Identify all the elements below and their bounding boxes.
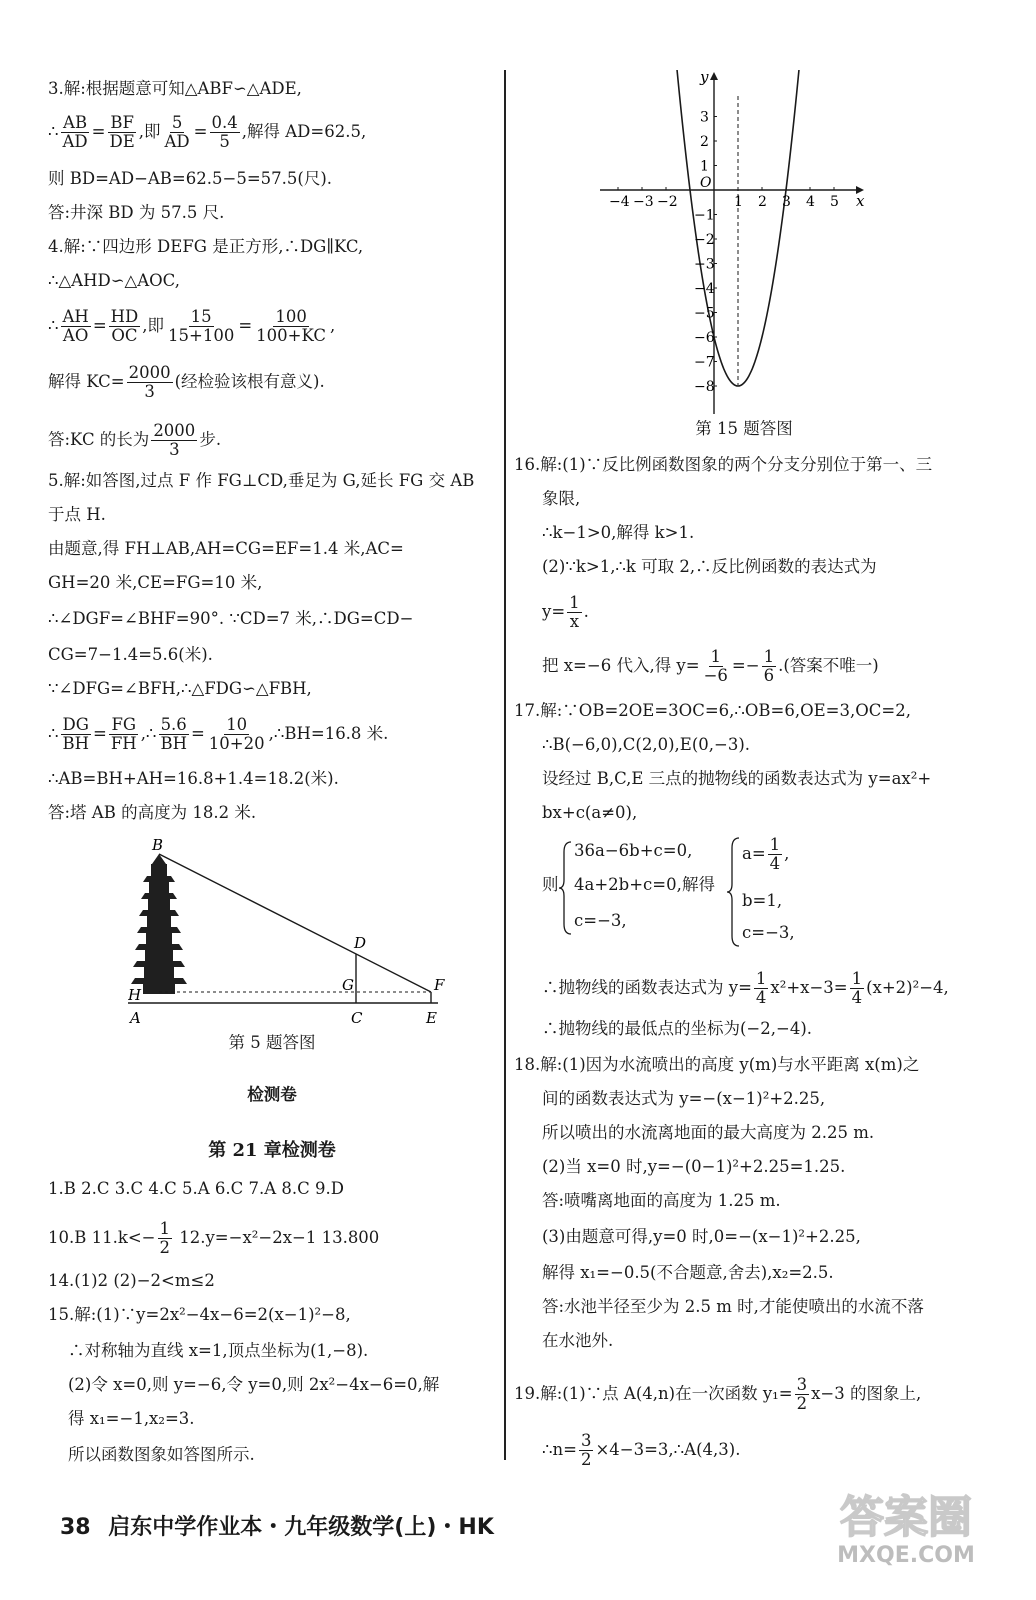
q17-solution-a: a= $\frac{1}{4}$ , — [742, 835, 790, 873]
x-tick-label: −4 — [609, 194, 630, 210]
fraction: $\frac{AH}{AO}$ — [62, 307, 89, 345]
point-label-f: F — [434, 976, 445, 994]
watermark-logo — [816, 1480, 996, 1570]
q3-line-2: ∴ $\frac{AB}{AD}$ = $\frac{BF}{DE}$ ,即 $\frac{5}{AD}$ = $\frac{0.4}{5}$ ,解得 AD=62.5, — [48, 113, 367, 151]
y-tick-label: 3 — [700, 109, 709, 126]
q16-line-1: 16.解:(1)∵反比例函数图象的两个分支分别位于第一、三 — [514, 455, 933, 474]
fraction: $\frac{AB}{AD}$ — [62, 113, 88, 151]
q17-line-3: 设经过 B,C,E 三点的抛物线的函数表达式为 y=ax²+ — [542, 769, 932, 788]
figure-5-caption: 第 5 题答图 — [228, 1033, 316, 1052]
point-label-g: G — [342, 976, 354, 994]
y-tick-label: −3 — [694, 256, 715, 273]
q16-line-5: y= $\frac{1}{x}$ . — [542, 593, 589, 631]
q5-line-9: ∴AB=BH+AH=16.8+1.4=18.2(米). — [48, 769, 339, 788]
q17-line-4: bx+c(a≠0), — [542, 803, 638, 822]
fraction: $\frac{1}{4}$ — [769, 835, 781, 873]
q15-line-2: ∴对称轴为直线 x=1,顶点坐标为(1,−8). — [68, 1341, 369, 1360]
q18-line-7: 解得 x₁=−0.5(不合题意,舍去),x₂=2.5. — [542, 1263, 834, 1282]
x-tick-label: −2 — [657, 194, 678, 210]
q18-line-5: 答:喷嘴离地面的高度为 1.25 m. — [542, 1191, 781, 1210]
q17-solution-c: c=−3, — [742, 923, 795, 942]
q17-system-eq-1: 36a−6b+c=0, — [574, 841, 693, 860]
q18-line-3: 所以喷出的水流离地面的最大高度为 2.25 m. — [542, 1123, 875, 1142]
q4-line-1: 4.解:∵四边形 DEFG 是正方形,∴DG∥KC, — [48, 237, 364, 256]
q5-line-5: ∴∠DGF=∠BHF=90°. ∵CD=7 米,∴DG=CD− — [48, 609, 414, 628]
q15-line-5: 所以函数图象如答图所示. — [68, 1445, 255, 1464]
q18-line-6: (3)由题意可得,y=0 时,0=−(x−1)²+2.25, — [542, 1227, 861, 1246]
y-tick-label: −7 — [694, 354, 715, 371]
figure-5-tower-diagram — [128, 830, 458, 1030]
q3-line-1: 3.解:根据题意可知△ABF∽△ADE, — [48, 79, 302, 98]
left-brace-icon — [726, 836, 742, 948]
q17-system-eq-3: c=−3, — [574, 911, 627, 930]
fraction: $\frac{FG}{FH}$ — [110, 715, 137, 753]
y-axis-label: y — [700, 70, 709, 86]
q5-line-4: GH=20 米,CE=FG=10 米, — [48, 573, 263, 592]
answers-line-1: 1.B 2.C 3.C 4.C 5.A 6.C 7.A 8.C 9.D — [48, 1179, 344, 1198]
fraction: $\frac{3}{2}$ — [580, 1431, 592, 1469]
fraction: $\frac{100}{100+KC}$ — [256, 307, 326, 345]
point-label-c: C — [351, 1009, 363, 1027]
q16-line-2: 象限, — [542, 489, 581, 508]
y-tick-label: 1 — [700, 158, 709, 175]
q19-line-1: 19.解:(1)∵点 A(4,n)在一次函数 y₁= $\frac{3}{2}$ x−3 的图象上, — [514, 1375, 922, 1413]
q17-line-5: ∴抛物线的函数表达式为 y= $\frac{1}{4}$ x²+x−3= $\frac{1}{4}$ (x+2)²−4, — [542, 969, 949, 1007]
q4-line-2: ∴△AHD∽△AOC, — [48, 271, 180, 290]
pagoda-icon — [131, 854, 187, 994]
y-tick-label: −2 — [694, 232, 715, 248]
x-tick-label: 4 — [806, 194, 815, 210]
q17-line-2: ∴B(−6,0),C(2,0),E(0,−3). — [542, 735, 751, 754]
fraction: $\frac{2000}{3}$ — [128, 363, 171, 401]
fraction: $\frac{0.4}{5}$ — [211, 113, 238, 151]
fraction: $\frac{HD}{OC}$ — [110, 307, 139, 345]
q16-line-6: 把 x=−6 代入,得 y= $\frac{1}{-6}$ =− $\frac{1}{6}$ .(答案不唯一) — [542, 647, 879, 685]
fraction: $\frac{BF}{DE}$ — [109, 113, 135, 151]
q15-line-1: 15.解:(1)∵y=2x²−4x−6=2(x−1)²−8, — [48, 1305, 351, 1324]
fraction: $\frac{5.6}{BH}$ — [160, 715, 187, 753]
fraction: $\frac{1}{4}$ — [755, 969, 767, 1007]
point-label-b: B — [152, 836, 164, 854]
q5-line-7: ∵∠DFG=∠BFH,∴△FDG∽△FBH, — [48, 679, 312, 698]
y-tick-label: 2 — [700, 134, 709, 150]
x-tick-label: 3 — [782, 194, 791, 210]
q5-line-8: ∴ $\frac{DG}{BH}$ = $\frac{FG}{FH}$ ,∴ $\frac{5.6}{BH}$ = $\frac{10}{10+20}$ ,∴BH=16.8 米. — [48, 715, 389, 753]
q4-line-3: ∴ $\frac{AH}{AO}$ = $\frac{HD}{OC}$ ,即 $\frac{15}{15+100}$ = $\frac{100}{100+KC}$ , — [48, 307, 336, 345]
q4-line-5: 答:KC 的长为 $\frac{2000}{3}$ 步. — [48, 421, 222, 459]
fraction: $\frac{3}{2}$ — [796, 1375, 808, 1413]
fraction: $\frac{1}{4}$ — [851, 969, 863, 1007]
fraction: $\frac{1}{-6}$ — [703, 647, 728, 685]
left-brace-icon — [558, 840, 574, 936]
q17-then: 则 — [542, 875, 559, 894]
watermark-site-text: MXQE.COM — [837, 1543, 975, 1568]
q18-line-9: 在水池外. — [542, 1331, 614, 1350]
y-tick-label: −4 — [694, 281, 715, 297]
q17-solve: 解得 — [682, 875, 715, 894]
point-label-e: E — [426, 1009, 437, 1027]
q17-line-1: 17.解:∵OB=2OE=3OC=6,∴OB=6,OE=3,OC=2, — [514, 701, 911, 720]
point-label-h: H — [128, 986, 142, 1004]
point-label-a: A — [130, 1009, 141, 1027]
fraction: $\frac{1}{6}$ — [763, 647, 775, 685]
figure-15-parabola-graph — [594, 70, 874, 420]
page-footer — [60, 1510, 494, 1541]
page-number: 38 — [60, 1515, 91, 1540]
fraction: $\frac{1}{2}$ — [159, 1219, 170, 1257]
q18-line-8: 答:水池半径至少为 2.5 m 时,才能使喷出的水流不落 — [542, 1297, 924, 1316]
y-axis-arrow-icon — [710, 72, 718, 80]
q4-line-4: 解得 KC= $\frac{2000}{3}$ (经检验该根有意义). — [48, 363, 325, 401]
answers-line-2: 10.B 11.k<− $\frac{1}{2}$ 12.y=−x²−2x−1 13.800 — [48, 1219, 380, 1257]
watermark-logo-text: 答案圈 — [840, 1492, 972, 1543]
fraction: $\frac{15}{15+100}$ — [168, 307, 235, 345]
tick-labels — [609, 110, 839, 396]
section-heading: 检测卷 — [247, 1085, 297, 1104]
y-tick-label: −5 — [694, 305, 715, 322]
fraction: $\frac{5}{AD}$ — [164, 113, 190, 151]
y-tick-label: −8 — [694, 379, 715, 395]
book-title: 启东中学作业本・九年级数学(上)・HK — [108, 1515, 494, 1540]
q16-line-4: (2)∵k>1,∴k 可取 2,∴反比例函数的表达式为 — [542, 557, 877, 576]
fraction: $\frac{DG}{BH}$ — [62, 715, 90, 753]
x-tick-label: 2 — [758, 194, 767, 210]
q5-line-3: 由题意,得 FH⊥AB,AH=CG=EF=1.4 米,AC= — [48, 539, 404, 558]
q18-line-1: 18.解:(1)因为水流喷出的高度 y(m)与水平距离 x(m)之 — [514, 1055, 920, 1074]
origin-label: O — [700, 175, 712, 191]
q5-line-10: 答:塔 AB 的高度为 18.2 米. — [48, 803, 257, 822]
q17-solution-b: b=1, — [742, 891, 783, 910]
axes — [600, 72, 864, 414]
q17-system-eq-2: 4a+2b+c=0, — [574, 875, 682, 894]
line-bf — [159, 854, 431, 992]
fraction: $\frac{2000}{3}$ — [153, 421, 196, 459]
answers-line-3: 14.(1)2 (2)−2<m≤2 — [48, 1271, 215, 1290]
q18-line-2: 间的函数表达式为 y=−(x−1)²+2.25, — [542, 1089, 826, 1108]
q17-line-6: ∴抛物线的最低点的坐标为(−2,−4). — [542, 1019, 813, 1038]
x-tick-label: 1 — [734, 194, 743, 210]
q15-line-4: 得 x₁=−1,x₂=3. — [68, 1409, 195, 1428]
figure-15-caption: 第 15 题答图 — [695, 419, 793, 438]
x-axis-label: x — [856, 192, 865, 210]
q18-line-4: (2)当 x=0 时,y=−(0−1)²+2.25=1.25. — [542, 1157, 846, 1176]
q3-line-3: 则 BD=AD−AB=62.5−5=57.5(尺). — [48, 169, 333, 188]
x-tick-label: 5 — [830, 194, 839, 210]
x-tick-label: −3 — [633, 194, 654, 210]
chapter-heading: 第 21 章检测卷 — [208, 1140, 336, 1161]
point-label-d: D — [354, 934, 367, 952]
fraction: $\frac{10}{10+20}$ — [208, 715, 265, 753]
column-divider — [504, 70, 506, 1460]
fraction: $\frac{1}{x}$ — [569, 593, 580, 631]
y-tick-label: −6 — [694, 330, 715, 346]
q19-line-2: ∴n= $\frac{3}{2}$ ×4−3=3,∴A(4,3). — [542, 1431, 741, 1469]
q15-line-3: (2)令 x=0,则 y=−6,令 y=0,则 2x²−4x−6=0,解 — [68, 1375, 440, 1394]
q5-line-2: 于点 H. — [48, 505, 106, 524]
q5-line-1: 5.解:如答图,过点 F 作 FG⊥CD,垂足为 G,延长 FG 交 AB — [48, 471, 475, 490]
y-tick-label: −1 — [694, 207, 715, 224]
q3-line-4: 答:井深 BD 为 57.5 尺. — [48, 203, 225, 222]
q16-line-3: ∴k−1>0,解得 k>1. — [542, 523, 695, 542]
q5-line-6: CG=7−1.4=5.6(米). — [48, 645, 213, 664]
